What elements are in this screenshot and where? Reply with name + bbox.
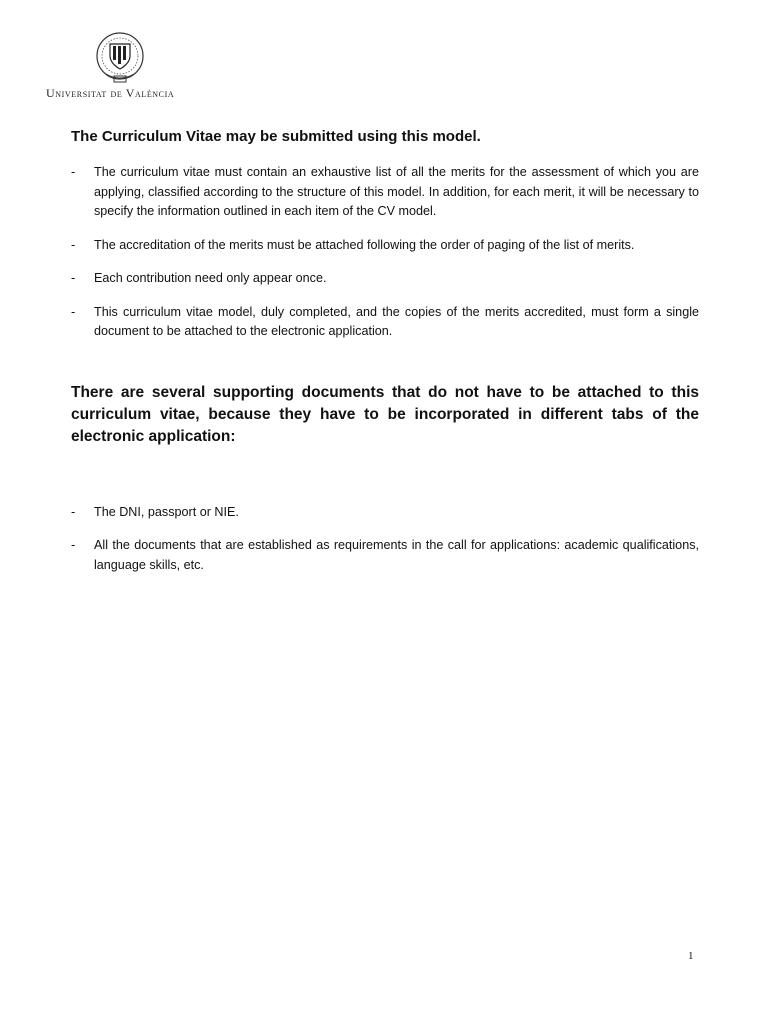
bullet-dash: -	[71, 165, 76, 179]
list-item: - All the documents that are established as requirements in the call for applications: academic qualifications, language skills, etc.	[71, 538, 699, 572]
supporting-heading: There are several supporting documents that do not have to be attached to this curriculum vitae, because they have to be incorporated in different tabs of the electronic application:	[71, 383, 699, 445]
list-item: - The DNI, passport or NIE.	[71, 503, 699, 523]
bullet-dash: -	[71, 504, 76, 519]
list-item: - This curriculum vitae model, duly completed, and the copies of the merits accredited, must form a single document to be attached to the electronic application.	[71, 304, 699, 338]
list-item: - Each contribution need only appear once.	[71, 269, 699, 289]
page-number: 1	[688, 950, 694, 962]
university-logo	[46, 30, 196, 102]
intro-list	[71, 163, 699, 342]
supporting-list	[71, 503, 699, 576]
list-item: - The curriculum vitae must contain an exhaustive list of all the merits for the assessment of which you are applying, classified according to the structure of this model. In addition, for each merit, it will be necessary to specify the information outlined in each item of the CV model.	[71, 165, 699, 218]
list-item: - The accreditation of the merits must be attached following the order of paging of the list of merits.	[71, 236, 699, 256]
university-wordmark: Universitat de València	[46, 86, 175, 100]
bullet-dash: -	[71, 538, 76, 552]
bullet-dash: -	[71, 237, 76, 252]
intro-heading: The Curriculum Vitae may be submitted using this model.	[71, 128, 481, 145]
bullet-dash: -	[71, 304, 76, 319]
bullet-dash: -	[71, 271, 76, 285]
university-seal-icon	[94, 30, 146, 86]
document-body	[71, 128, 699, 589]
